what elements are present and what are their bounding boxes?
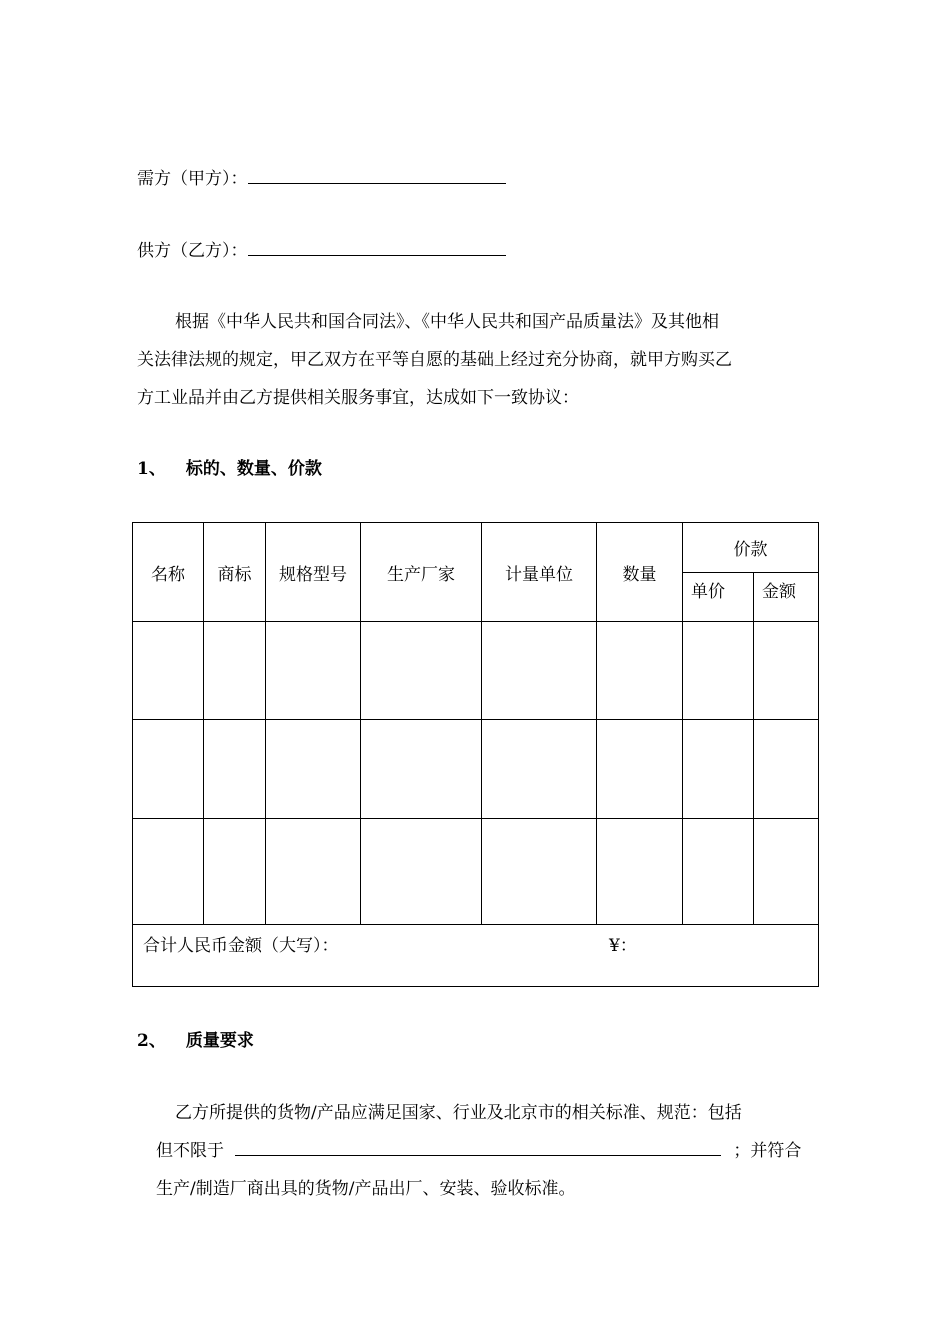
table-cell[interactable] xyxy=(266,720,361,819)
quality-prefix: 但不限于 xyxy=(156,1141,224,1161)
table-cell[interactable] xyxy=(133,819,204,925)
header-price: 价款 xyxy=(683,523,819,573)
buyer-row xyxy=(137,164,506,189)
buyer-field[interactable] xyxy=(248,165,506,184)
table-cell[interactable] xyxy=(597,622,683,720)
total-row xyxy=(133,925,819,987)
quality-line-2 xyxy=(156,1136,801,1161)
header-model: 规格型号 xyxy=(266,523,361,622)
total-yen: ¥： xyxy=(609,936,637,956)
table-cell[interactable] xyxy=(683,622,754,720)
header-name: 名称 xyxy=(133,523,204,622)
table-cell[interactable] xyxy=(204,720,266,819)
quality-line-3: 生产/制造厂商出具的货物/产品出厂、安装、验收标准。 xyxy=(156,1179,576,1199)
table-cell[interactable] xyxy=(133,720,204,819)
header-amount: 金额 xyxy=(754,573,819,622)
table-cell[interactable] xyxy=(754,819,819,925)
goods-table xyxy=(132,522,819,987)
intro-line-1: 根据《中华人民共和国合同法》、《中华人民共和国产品质量法》及其他相 xyxy=(175,312,719,332)
table-cell[interactable] xyxy=(266,819,361,925)
table-cell[interactable] xyxy=(204,819,266,925)
table-cell[interactable] xyxy=(482,622,597,720)
seller-label: 供方（乙方）： xyxy=(137,241,248,261)
header-unit: 计量单位 xyxy=(482,523,597,622)
table-row xyxy=(133,622,819,720)
seller-row xyxy=(137,236,506,261)
table-cell[interactable] xyxy=(361,720,482,819)
header-manufacturer: 生产厂家 xyxy=(361,523,482,622)
quality-line-1: 乙方所提供的货物/产品应满足国家、行业及北京市的相关标准、规范：包括 xyxy=(175,1103,742,1123)
standards-field[interactable] xyxy=(235,1137,721,1156)
section-1-heading xyxy=(137,454,322,479)
quality-suffix: ；并符合 xyxy=(733,1141,802,1161)
table-cell[interactable] xyxy=(361,819,482,925)
table-cell[interactable] xyxy=(683,819,754,925)
intro-line-2: 关法律法规的规定，甲乙双方在平等自愿的基础上经过充分协商，就甲方购买乙 xyxy=(137,350,732,370)
table-cell[interactable] xyxy=(266,622,361,720)
total-label: 合计人民币金额（大写）： xyxy=(143,936,339,956)
table-row xyxy=(133,720,819,819)
header-quantity: 数量 xyxy=(597,523,683,622)
table-cell[interactable] xyxy=(597,720,683,819)
total-cell[interactable] xyxy=(133,925,819,987)
table-cell[interactable] xyxy=(133,622,204,720)
seller-field[interactable] xyxy=(248,237,506,256)
table-cell[interactable] xyxy=(683,720,754,819)
table-cell[interactable] xyxy=(597,819,683,925)
section-1-number: 1、 xyxy=(137,459,166,479)
table-cell[interactable] xyxy=(754,720,819,819)
table-cell[interactable] xyxy=(204,622,266,720)
table-cell[interactable] xyxy=(754,622,819,720)
intro-line-3: 方工业品并由乙方提供相关服务事宜，达成如下一致协议： xyxy=(137,388,579,408)
table-cell[interactable] xyxy=(482,720,597,819)
section-1-title: 标的、数量、价款 xyxy=(185,459,322,479)
section-2-title: 质量要求 xyxy=(185,1031,254,1051)
table-cell[interactable] xyxy=(482,819,597,925)
section-2-heading xyxy=(137,1026,254,1051)
table-row xyxy=(133,819,819,925)
header-unit-price: 单价 xyxy=(683,573,754,622)
table-cell[interactable] xyxy=(361,622,482,720)
buyer-label: 需方（甲方）： xyxy=(137,169,248,189)
section-2-number: 2、 xyxy=(137,1031,166,1051)
header-brand: 商标 xyxy=(204,523,266,622)
